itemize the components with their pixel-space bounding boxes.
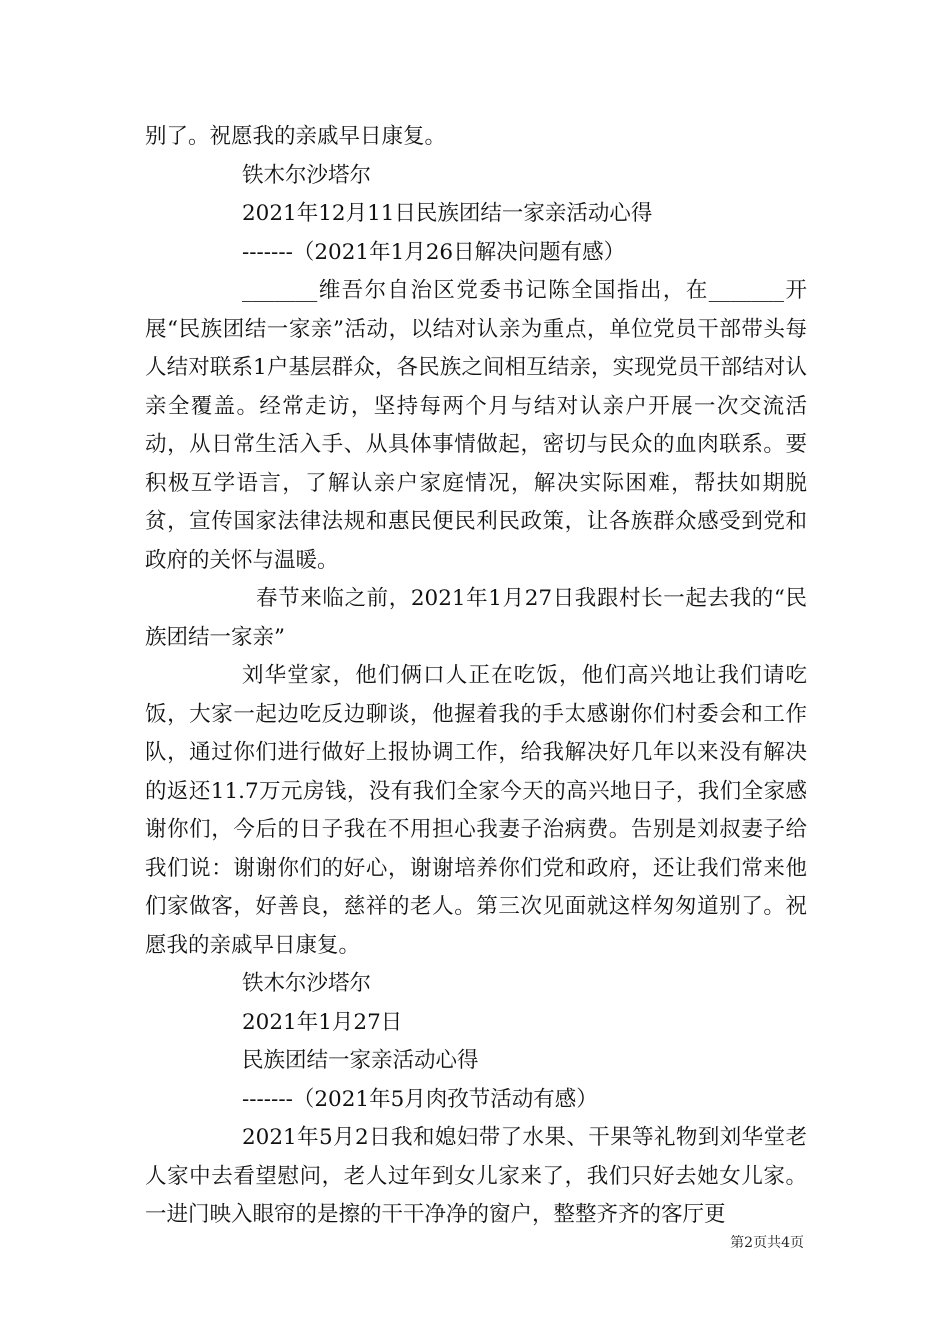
signature: 铁木尔沙塔尔 [242, 971, 372, 996]
paragraph: _______维吾尔自治区党委书记陈全国指出，在_______开展“民族团结一家亲”活动，以结对认亲为重点，单位党员干部带头每人结对联系1户基层群众，各民族之间相互结亲，实现党员干部结对认亲全覆盖。经常走访，坚持每两个月与结对认亲户开展一次交流活动，从日常生活入手、从具体事情做起，密切与民众的血肉联系。要积极互学语言，了解认亲户家庭情况，解决实际困难，帮扶如期脱贫，宣传国家法律法规和惠民便民利民政策，让各族群众感受到党和政府的关怀与温暖。 [145, 278, 807, 573]
continued-line: 别了。祝愿我的亲戚早日康复。 [145, 124, 447, 149]
page-number: 第2页共4页 [730, 1235, 804, 1251]
document-body [145, 118, 807, 1235]
signature: 铁木尔沙塔尔 [242, 162, 372, 188]
paragraph: 2021年5月2日我和媳妇带了水果、干果等礼物到刘华堂老人家中去看望慰问，老人过年到女儿家来了，我们只好去她女儿家。一进门映入眼帘的是擦的干干净净的窗户，整整齐齐的客厅更 [145, 1125, 807, 1227]
paragraph: 春节来临之前，2021年1月27日我跟村长一起去我的“民族团结一家亲” [145, 586, 807, 650]
paragraph: 刘华堂家，他们俩口人正在吃饭，他们高兴地让我们请吃饭，大家一起边吃反边聊谈，他握着我的手太感谢你们村委会和工作队，通过你们进行做好上报协调工作，给我解决好几年以来没有解决的返还11.7万元房钱，没有我们全家今天的高兴地日子，我们全家感谢你们，今后的日子我在不用担心我妻子治病费。告别是刘叔妻子给我们说：谢谢你们的好心，谢谢培养你们党和政府，还让我们常来他们家做客，好善良，慈祥的老人。第三次见面就这样匆匆道别了。祝愿我的亲戚早日康复。 [145, 663, 807, 958]
section-subtitle: -------（2021年1月26日解决问题有感） [242, 239, 626, 265]
section-title: 民族团结一家亲活动心得 [242, 1048, 479, 1073]
section-title: 2021年12月11日民族团结一家亲活动心得 [242, 201, 653, 226]
date-line: 2021年1月27日 [242, 1009, 403, 1035]
section-subtitle: -------（2021年5月肉孜节活动有感） [242, 1086, 598, 1112]
